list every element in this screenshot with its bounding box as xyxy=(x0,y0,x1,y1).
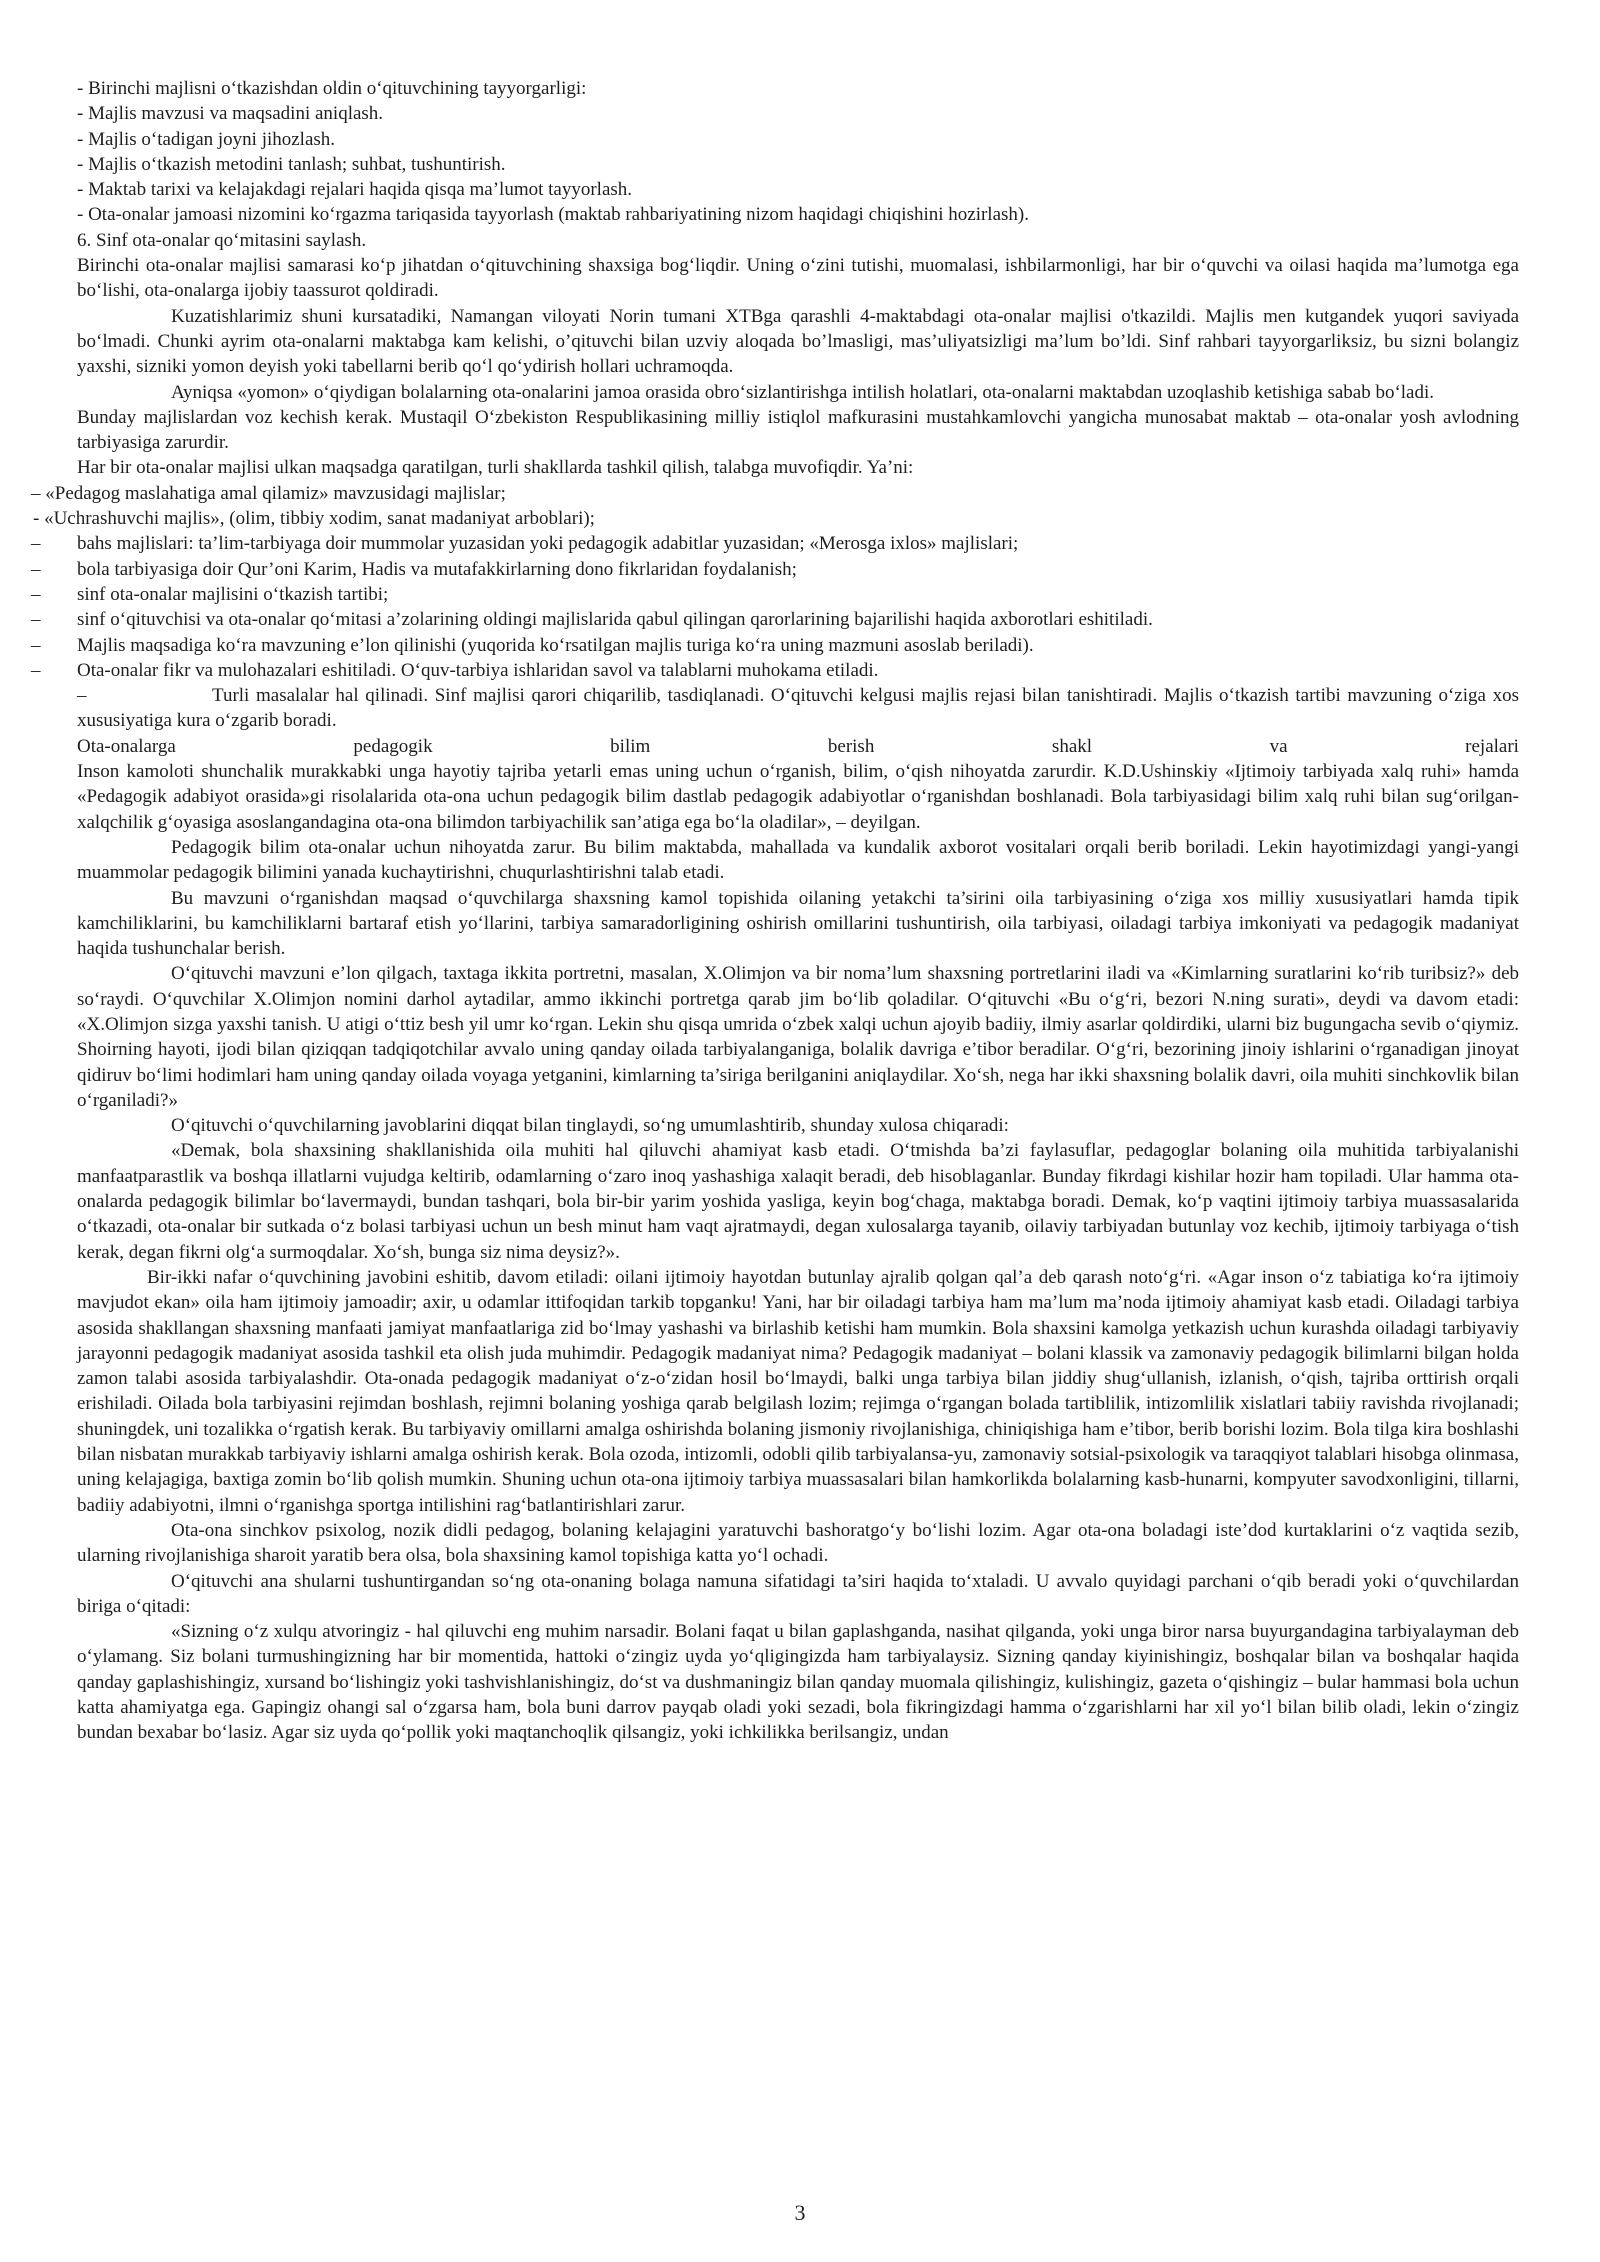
list-item: - Majlis mavzusi va maqsadini aniqlash. xyxy=(77,103,384,125)
dash-item xyxy=(31,557,1519,582)
dash-item xyxy=(31,531,1519,556)
heading-word: va xyxy=(1269,735,1288,757)
dash-marker: – xyxy=(31,609,41,631)
dash-item-text: Ota-onalar fikr va mulohazalari eshitiladi. O‘quv-tarbiya ishlaridan savol va talablarni muhokama etiladi. xyxy=(77,659,879,681)
paragraph xyxy=(77,683,1519,734)
dash-item-text: bola tarbiyasiga doir Qur’oni Karim, Hadis va mutafakkirlarning dono fikrlaridan foydalanish; xyxy=(77,558,797,580)
paragraph: Pedagogik bilim ota-onalar uchun nihoyatda zarur. Bu bilim maktabda, mahallada va kundalik axborot vositalari orqali berib boriladi. Lekin hayotimizdagi yangi-yangi muammolar pedagogik bilimini yanada kuchaytirishni, chuqurlashtirishni talab etadi. xyxy=(77,836,1519,884)
paragraph: Kuzatishlarimiz shuni kursatadiki, Namangan viloyati Norin tumani XTBga qarashli 4-maktabdagi ota-onalar majlisi o'tkazildi. Majlis men kutgandek yuqori saviyada bo‘lmadi. Chunki ayrim ota-onalarni maktabga kam kelishi, o’qituvchi bilan uzviy aloqada bo’lmasligi, mas’uliyatsizligi ma’lum bo’ldi. Sinf rahbari tayyorgarliksiz, bu sizni bolangiz yaxshi, sizniki yomon deyish yoki tabellarni berib qo‘l qo‘ydirish hollari uchramoqda. xyxy=(77,305,1519,378)
paragraph: Ota-ona sinchkov psixolog, nozik didli pedagog, bolaning kelajagini yaratuvchi bashoratgo‘y bo‘lishi lozim. Agar ota-ona boladagi iste’dod kurtaklarini o‘z vaqtida sezib, ularning rivojlanishiga sharoit yaratib bera olsa, bola shaxsining kamol topishiga katta yo‘l ochadi. xyxy=(77,1519,1519,1567)
heading-word: Ota-onalarga xyxy=(77,735,176,757)
dash-item: – «Pedagog maslahatiga amal qilamiz» mavzusidagi majlislar; xyxy=(31,482,506,504)
paragraph: Bu mavzuni o‘rganishdan maqsad o‘quvchilarga shaxsning kamol topishida oilaning yetakchi ta’sirini oila tarbiyasining o‘ziga xos milliy xususiyatlari hamda tipik kamchiliklarini, bu kamchiliklarni bartaraf etish yo‘llarini, tarbiya samaradorligining oshirish omillarini tushuntirish, oila tarbiyasi, oiladagi tarbiya imkoniyati va pedagogik madaniyat haqida tushunchalar berish. xyxy=(77,887,1519,960)
paragraph: Ayniqsa «yomon» o‘qiydigan bolalarning ota-onalarini jamoa orasida obro‘sizlantirishga intilish holatlari, ota-onalarni maktabdan uzoqlashib ketishiga sabab bo‘ladi. xyxy=(171,381,1435,403)
heading-word: rejalari xyxy=(1465,735,1519,757)
dash-item-text: bahs majlislari: ta’lim-tarbiyaga doir mummolar yuzasidan yoki pedagogik adabitlar yuzasidan; «Merosga ixlos» majlislari; xyxy=(77,533,1019,555)
dash-marker: – xyxy=(77,685,87,707)
list-item: - Ota-onalar jamoasi nizomini ko‘rgazma tariqasida tayyorlash (maktab rahbariyatining nizom haqidagi chiqishini hozirlash). xyxy=(77,204,1029,226)
paragraph-text: Turli masalalar hal qilinadi. Sinf majlisi qarori chiqarilib, tasdiqlanadi. O‘qituvchi kelgusi majlis rejasi bilan tanishtiradi. Majlis o‘tkazish tartibi mavzuning o‘ziga xos xususiyatiga kura o‘zgarib boradi. xyxy=(77,685,1519,732)
section-heading xyxy=(77,734,1519,759)
paragraph: O‘qituvchi ana shularni tushuntirgandan so‘ng ota-onaning bolaga namuna sifatidagi ta’siri haqida to‘xtaladi. U avvalo quyidagi parchani o‘qib beradi yoki o‘quvchilardan biriga o‘qitadi: xyxy=(77,1570,1519,1617)
dash-item: - «Uchrashuvchi majlis», (olim, tibbiy xodim, sanat madaniyat arboblari); xyxy=(33,508,595,530)
dash-marker: – xyxy=(31,634,41,656)
paragraph: Inson kamoloti shunchalik murakkabki unga hayotiy tajriba yetarli emas uning uchun o‘rganish, bilim, o‘qish nihoyatda zarurdir. K.D.Ushinskiy «Ijtimoiy tarbiyada xalq ruhi» hamda «Pedagogik adabiyot orasida»gi risolalarida ota-ona uchun pedagogik bilim dastlab pedagogik adabiyotlar o‘rganishdan boshlanadi. Bola tarbiyasidagi bilim xalq ruhi bilan sug‘orilgan-xalqchilik g‘oyasiga asoslangandagina ota-ona bilimdon tarbiyachilik san’atiga ega bo‘la oladilar», – deyilgan. xyxy=(77,761,1519,833)
list-item: - Birinchi majlisni o‘tkazishdan oldin o‘qituvchining tayyorgarligi: xyxy=(77,78,587,99)
page-body xyxy=(31,76,1519,1746)
dash-item xyxy=(31,633,1519,658)
dash-item-text: Majlis maqsadiga ko‘ra mavzuning e’lon qilinishi (yuqorida ko‘rsatilgan majlis turiga ko‘ra uning mazmuni asoslab beriladi). xyxy=(77,634,1034,656)
dash-marker: – xyxy=(31,558,41,580)
dash-item-text: sinf ota-onalar majlisini o‘tkazish tartibi; xyxy=(77,583,389,605)
paragraph: Bunday majlislardan voz kechish kerak. Mustaqil O‘zbekiston Respublikasining milliy istiqlol mafkurasini mustahkamlovchi yangicha munosabat maktab – ota-onalar yosh avlodning tarbiyasiga zarurdir. xyxy=(77,406,1519,454)
list-item: 6. Sinf ota-onalar qo‘mitasini saylash. xyxy=(77,229,367,251)
dash-marker: – xyxy=(31,659,41,681)
dash-item xyxy=(31,658,1519,683)
list-item: - Majlis o‘tkazish metodini tanlash; suhbat, tushuntirish. xyxy=(77,153,506,175)
dash-item xyxy=(31,582,1519,607)
dash-item xyxy=(31,607,1519,632)
paragraph: Har bir ota-onalar majlisi ulkan maqsadga qaratilgan, turli shakllarda tashkil qilish, talabga muvofiqdir. Ya’ni: xyxy=(77,457,914,479)
paragraph: «Demak, bola shaxsining shakllanishida oila muhiti hal qiluvchi ahamiyat kasb etadi. O‘tmishda ba’zi faylasuflar, pedagoglar bolaning oila muhitida tarbiyalanishi manfaatparastlik va boshqa illatlarni vujudga keltirib, odamlarning o‘zaro inoq yashashiga xalaqit beradi, deb hisoblaganlar. Bunday fikrdagi kishilar hozir ham topiladi. Ular hamma ota-onalarda pedagogik bilimlar bo‘lavermaydi, bundan tashqari, bola bir-bir yarim yoshida yasliga, keyin bog‘chaga, maktabga boradi. Demak, ko‘p vaqtini ijtimoiy tarbiya muassasalarida o‘tkazadi, ota-onalar bir sutkada o‘z bolasi tarbiyasi uchun un besh minut ham vaqt ajratmaydi, degan xulosalarga tayanib, oilaviy tarbiyadan butunlay voz kechib, ijtimoiy tarbiyaga o‘tish kerak, degan fikrni olg‘a surmoqdalar. Xo‘sh, bunga siz nima deysiz?». xyxy=(77,1140,1519,1263)
dash-item-text: sinf o‘qituvchisi va ota-onalar qo‘mitasi a’zolarining oldingi majlislarida qabul qilingan qarorlarining bajarilishi haqida axborotlari eshitiladi. xyxy=(77,609,1153,631)
paragraph: «Sizning o‘z xulqu atvoringiz - hal qiluvchi eng muhim narsadir. Bolani faqat u bilan gaplashganda, nasihat qilganda, yoki unga biror narsa buyurgandagina tarbiyalayman deb o‘ylamang. Siz bolani turmushingizning har bir momentida, hattoki o‘zingiz uyda yo‘qligingizda ham tarbiyalaysiz. Sizning qanday kiyinishingiz, boshqalar bilan va boshqalar haqida qanday gaplashishingiz, xursand bo‘lishingiz yoki tashvishlanishingiz, do‘st va dushmaningiz bilan qanday muomala qilishingiz, kulishingiz, gazeta o‘qishingiz – bular hammasi bola uchun katta ahamiyatga ega. Gapingiz ohangi sal o‘zgarsa ham, bola buni darrov payqab oladi yoki sezadi, bola fikringizdagi hamma o‘zgarishlarni har xil yo‘l bilan bilib oladi, lekin o‘zingiz bundan bexabar bo‘lasiz. Agar siz uyda qo‘pollik yoki maqtanchoqlik qilsangiz, yoki ichkilikka berilsangiz, undan xyxy=(77,1621,1519,1744)
list-item: - Majlis o‘tadigan joyni jihozlash. xyxy=(77,128,336,150)
paragraph: O‘qituvchi o‘quvchilarning javoblarini diqqat bilan tinglaydi, so‘ng umumlashtirib, shunday xulosa chiqaradi: xyxy=(171,1115,1009,1137)
dash-marker: – xyxy=(31,533,41,555)
paragraph: Bir-ikki nafar o‘quvchining javobini eshitib, davom etiladi: oilani ijtimoiy hayotdan butunlay ajralib qolgan qal’a deb qarash noto‘g‘ri. «Agar inson o‘z tabiatiga ko‘ra ijtimoiy mavjudot ekan» oila ham ijtimoiy jamoadir; axir, u odamlar ittifoqidan tarkib topganku! Yani, har bir oiladagi tarbiya ham ma’lum ma’noda ijtimoiy ahamiyat kasb etadi. Oiladagi tarbiya asosida shakllangan shaxsning manfaati jamiyat manfaatlariga zid bo‘lmay yashashi va birlashib ketishi ham mumkin. Bola shaxsini kamolga yetkazish uchun kurashda oiladagi tarbiyaviy jarayonni pedagogik madaniyat asosida tashkil eta olish juda muhimdir. Pedagogik madaniyat nima? Pedagogik madaniyat – bolani klassik va zamonaviy pedagogik bilimlarni bilgan holda zamon talabi asosida tarbiyalashdir. Ota-onada pedagogik madaniyat o‘z-o‘zidan hosil bo‘lmaydi, balki unga tarbiya bilan jiddiy shug‘ullanish, izlanish, o‘qish, tajriba orttirish orqali erishiladi. Oilada bola tarbiyasini rejimdan boshlash, rejimni bolaning yoshiga qarab belgilash lozim; rejimga o‘rgangan bolada tartiblilik, intizomlilik xislatlari tabiiy ravishda rivojlanadi; shuningdek, uni tozalikka o‘rgatish kerak. Bu tarbiyaviy omillarni amalga oshirishda bolaning jismoniy rivojlanishiga, chiniqishiga ham e’tibor, berib borishi lozim. Bola tilga kira boshlashi bilan nisbatan murakkab tarbiyaviy ishlarni amalga oshirish kerak. Bola ozoda, intizomli, odobli qilib tarbiyalansa-yu, zamonaviy sotsial-psixologik va taraqqiyot talablari hisobga olinmasa, uning kelajagiga, baxtiga zomin bo‘lib qolish mumkin. Shuning uchun ota-ona ijtimoiy tarbiya muassasalari bilan hamkorlikda bolalarning kasb-hunarni, kompyuter savodxonligini, tillarni, badiiy adabiyotni, ilmni o‘rganishga sportga intilishini rag‘batlantirishlari zarur. xyxy=(77,1266,1519,1516)
heading-word: berish xyxy=(827,735,875,757)
page-number: 3 xyxy=(794,2200,806,2225)
paragraph: Birinchi ota-onalar majlisi samarasi ko‘p jihatdan o‘qituvchining shaxsiga bog‘liqdir. Uning o‘zini tutishi, muomalasi, ishbilarmonligi, har bir o‘quvchi va oilasi haqida ma’lumotga ega bo‘lishi, ota-onalarga ijobiy taassurot qoldiradi. xyxy=(77,255,1519,302)
dash-marker: – xyxy=(31,583,41,605)
heading-word: bilim xyxy=(610,735,651,757)
heading-word: shakl xyxy=(1051,735,1093,757)
list-item: - Maktab tarixi va kelajakdagi rejalari haqida qisqa ma’lumot tayyorlash. xyxy=(77,179,633,201)
heading-word: pedagogik xyxy=(353,735,433,757)
paragraph: O‘qituvchi mavzuni e’lon qilgach, taxtaga ikkita portretni, masalan, X.Olimjon va bir noma’lum shaxsning portretlarini iladi va «Kimlarning suratlarini ko‘rib turibsiz?» deb so‘raydi. O‘quvchilar X.Olimjon nomini darhol aytadilar, ammo ikkinchi portretga qarab jim bo‘lib qoladilar. O‘qituvchi «Bu o‘g‘ri, bezori N.ning surati», deydi va davom etadi: «X.Olimjon sizga yaxshi tanish. U atigi o‘ttiz besh yil umr ko‘rgan. Lekin shu qisqa umrida o‘zbek xalqi uchun ajoyib badiiy, ilmiy asarlar qoldirdiki, ularni biz bugungacha sevib o‘qiymiz. Shoirning hayoti, ijodi bilan qiziqqan tadqiqotchilar avvalo uning qanday oilada tarbiyalanganiga, bolalik davriga e’tibor beradilar. O‘g‘ri, bezorining jinoiy ishlarini o‘rganadigan jinoyat qidiruv bo‘limi hodimlari ham uning qanday oilada voyaga yetganini, kimlarning ta’siriga berilganini aniqlaydilar. Xo‘sh, nega har ikki shaxsning bolalik davri, oila muhiti sinchkovlik bilan o‘rganiladi?» xyxy=(77,963,1519,1111)
